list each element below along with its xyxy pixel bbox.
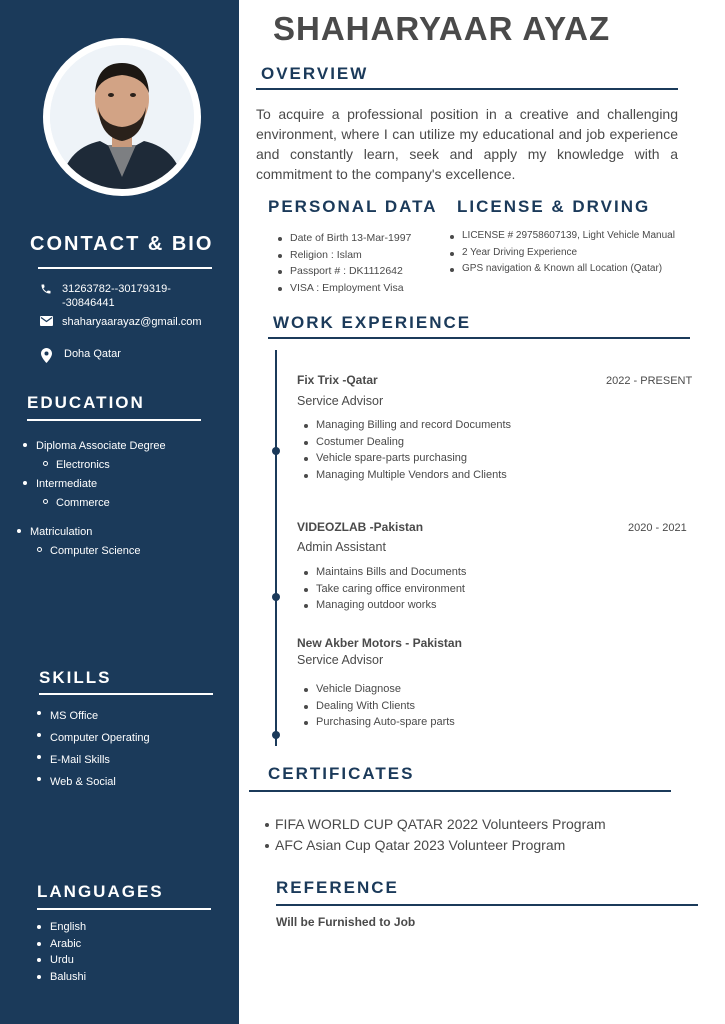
education-divider xyxy=(27,419,201,421)
language-item: Urdu xyxy=(36,952,86,969)
skills-list xyxy=(36,705,150,793)
work-experience-divider xyxy=(268,337,690,339)
job-duty: Managing Billing and record Documents xyxy=(302,417,511,434)
job-duty: Vehicle Diagnose xyxy=(302,681,455,698)
education-list-2 xyxy=(16,523,141,561)
work-experience-heading: WORK EXPERIENCE xyxy=(273,313,472,332)
education-heading: EDUCATION xyxy=(27,393,145,412)
languages-heading: LANGUAGES xyxy=(37,882,164,901)
timeline-dot xyxy=(272,731,280,739)
education-sub-item: Electronics xyxy=(42,456,166,475)
job-role: Admin Assistant xyxy=(297,540,386,554)
license-list xyxy=(448,228,675,278)
location-row xyxy=(38,347,121,363)
personal-data-item: Religion : Islam xyxy=(276,247,411,264)
education-sub-item: Computer Science xyxy=(36,542,141,561)
job-duty: Purchasing Auto-spare parts xyxy=(302,714,455,731)
email-address[interactable]: shaharyaarayaz@gmail.com xyxy=(62,316,202,328)
certificate-item: AFC Asian Cup Qatar 2023 Volunteer Program xyxy=(265,835,606,856)
timeline-dot xyxy=(272,447,280,455)
candidate-name: SHAHARYAAR AYAZ xyxy=(273,10,611,47)
skills-divider xyxy=(39,693,213,695)
job-company: VIDEOZLAB -Pakistan xyxy=(297,520,424,534)
reference-divider xyxy=(276,904,698,906)
job-duty: Dealing With Clients xyxy=(302,698,455,715)
license-heading: LICENSE & DRVING xyxy=(457,197,651,216)
job-role: Service Advisor xyxy=(297,394,384,408)
education-list xyxy=(22,437,166,513)
mail-icon xyxy=(38,315,54,326)
language-item: Arabic xyxy=(36,936,86,953)
personal-data-item: Date of Birth 13-Mar-1997 xyxy=(276,230,411,247)
languages-list xyxy=(36,919,86,985)
language-item: English xyxy=(36,919,86,936)
contact-divider xyxy=(38,267,212,269)
languages-divider xyxy=(37,908,211,910)
skill-item: Web & Social xyxy=(36,771,150,793)
skill-item: MS Office xyxy=(36,705,150,727)
overview-heading: OVERVIEW xyxy=(261,64,369,83)
language-item: Balushi xyxy=(36,969,86,986)
job-duty: Managing Multiple Vendors and Clients xyxy=(302,467,511,484)
avatar xyxy=(50,45,194,189)
education-sub-item: Commerce xyxy=(42,494,166,513)
certificates-list xyxy=(265,814,606,856)
education-item: Matriculation xyxy=(16,523,141,542)
contact-heading: CONTACT & BIO xyxy=(30,233,214,255)
skill-item: E-Mail Skills xyxy=(36,749,150,771)
skills-heading: SKILLS xyxy=(39,668,112,687)
certificate-item: FIFA WORLD CUP QATAR 2022 Volunteers Program xyxy=(265,814,606,835)
location-text: Doha Qatar xyxy=(64,348,121,360)
job-duty: Costumer Dealing xyxy=(302,434,511,451)
job-date: 2022 - PRESENT xyxy=(606,375,693,387)
license-item: LICENSE # 29758607139, Light Vehicle Manual xyxy=(448,228,675,245)
sidebar xyxy=(0,0,239,1024)
job-duty: Vehicle spare-parts purchasing xyxy=(302,450,511,467)
job-duty: Managing outdoor works xyxy=(302,597,466,614)
job-duties xyxy=(302,564,466,614)
reference-heading: REFERENCE xyxy=(276,878,399,897)
phone-number-line1: 31263782--30179319- xyxy=(62,283,171,295)
overview-text: To acquire a professional position in a creative and challenging environment, where I can utilize my educational and job experience and constantly learn, seek and apply my knowledge with a commitment to the company's excellence. xyxy=(256,106,678,182)
timeline xyxy=(275,350,277,746)
license-item: 2 Year Driving Experience xyxy=(448,245,675,262)
phone-icon xyxy=(38,282,54,295)
job-role: Service Advisor xyxy=(297,653,384,667)
personal-data-list xyxy=(276,230,411,296)
job-duty: Maintains Bills and Documents xyxy=(302,564,466,581)
overview-divider xyxy=(256,88,678,90)
education-item: Diploma Associate Degree xyxy=(22,437,166,456)
profile-photo xyxy=(43,38,201,196)
job-duties xyxy=(302,681,455,731)
timeline-dot xyxy=(272,593,280,601)
reference-text: Will be Furnished to Job xyxy=(276,915,416,929)
phone-number-line2: -30846441 xyxy=(62,297,115,309)
job-duty: Take caring office environment xyxy=(302,581,466,598)
email-row xyxy=(38,315,202,329)
certificates-heading: CERTIFICATES xyxy=(268,764,415,783)
personal-data-heading: PERSONAL DATA xyxy=(268,197,438,216)
skill-item: Computer Operating xyxy=(36,727,150,749)
certificates-divider xyxy=(249,790,671,792)
location-pin-icon xyxy=(38,347,54,363)
personal-data-item: VISA : Employment Visa xyxy=(276,280,411,297)
license-item: GPS navigation & Known all Location (Qatar) xyxy=(448,261,675,278)
personal-data-item: Passport # : DK1112642 xyxy=(276,263,411,280)
job-date: 2020 - 2021 xyxy=(628,522,687,534)
education-item: Intermediate xyxy=(22,475,166,494)
job-company: New Akber Motors - Pakistan xyxy=(297,636,462,650)
phone-row xyxy=(38,282,171,310)
job-company: Fix Trix -Qatar xyxy=(297,373,378,387)
job-duties xyxy=(302,417,511,483)
